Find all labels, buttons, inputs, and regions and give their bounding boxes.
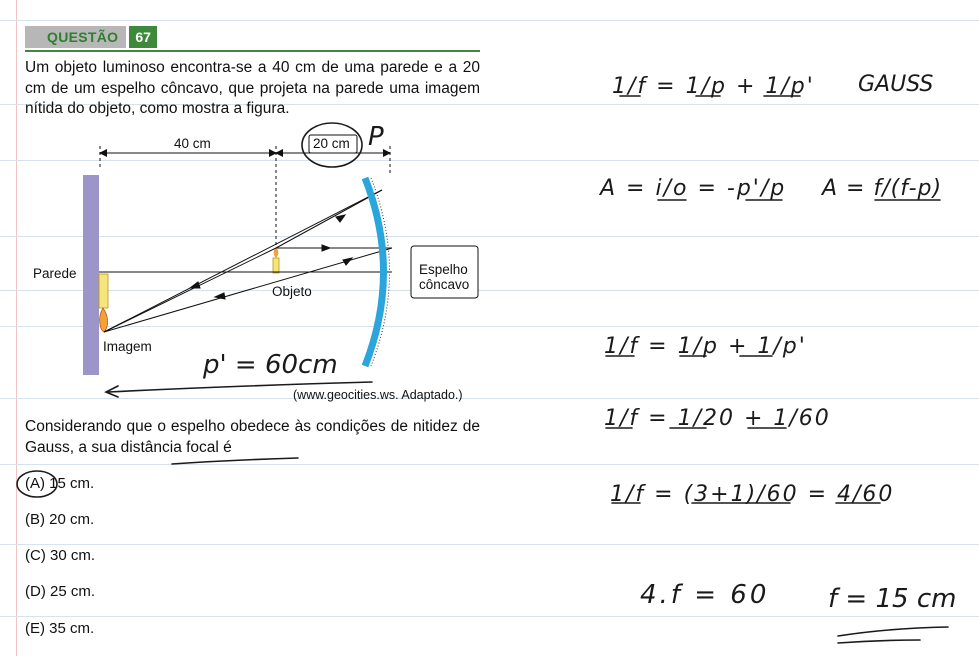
option-text: 35 cm. [49,620,95,637]
underline-focal [172,458,298,464]
option-text: 30 cm. [50,547,96,564]
result: f = 15 cm [828,584,957,614]
eq2: A = i/o = -p'/p [600,176,787,201]
annot-pprime: p' = 60cm [203,350,338,380]
question-stem: Um objeto luminoso encontra-se a 40 cm de uma parede e a 20 cm de um espelho côncavo, que projeta na parede uma imagem nítida do objeto, como mostra a figura. [25,59,480,117]
eq7: 4.f = 60 [640,580,770,610]
wall-label: Parede [33,266,77,281]
mirror-label-line1: Espelho [419,262,468,277]
image-label: Imagem [103,339,152,354]
mirror-label-line2: côncavo [419,277,470,292]
option-text: 20 cm. [49,511,95,528]
question-label: QUESTÃO [25,26,126,48]
option-letter: (D) [25,583,46,600]
result-underline [838,627,948,636]
eq6: 1/f = (3+1)/60 = 4/60 [610,482,895,507]
annot-p: P [368,122,384,152]
option-text: 15 cm. [49,475,95,492]
question-number: 67 [129,26,157,48]
option-text: 25 cm. [50,583,96,600]
eq4: 1/f = 1/p + 1/p' [604,334,807,359]
option-letter: (A) [25,475,45,492]
object-label: Objeto [272,284,312,299]
gauss-label: GAUSS [858,72,934,97]
option-letter: (C) [25,547,46,564]
question-prompt: Considerando que o espelho obedece às condições de nitidez de Gauss, a sua distância focal é [25,418,480,456]
option-letter: (E) [25,620,45,637]
dim-label-left: 40 cm [174,136,211,151]
eq3: A = f/(f-p) [822,176,943,201]
figure-source: (www.geocities.ws. Adaptado.) [293,388,463,402]
pprime-arrow [108,382,372,392]
eq1: 1/f = 1/p + 1/p' [612,74,815,99]
eq5: 1/f = 1/20 + 1/60 [604,406,831,431]
option-letter: (B) [25,511,45,528]
dim-label-right: 20 cm [313,136,350,151]
answer-circle [17,471,57,497]
